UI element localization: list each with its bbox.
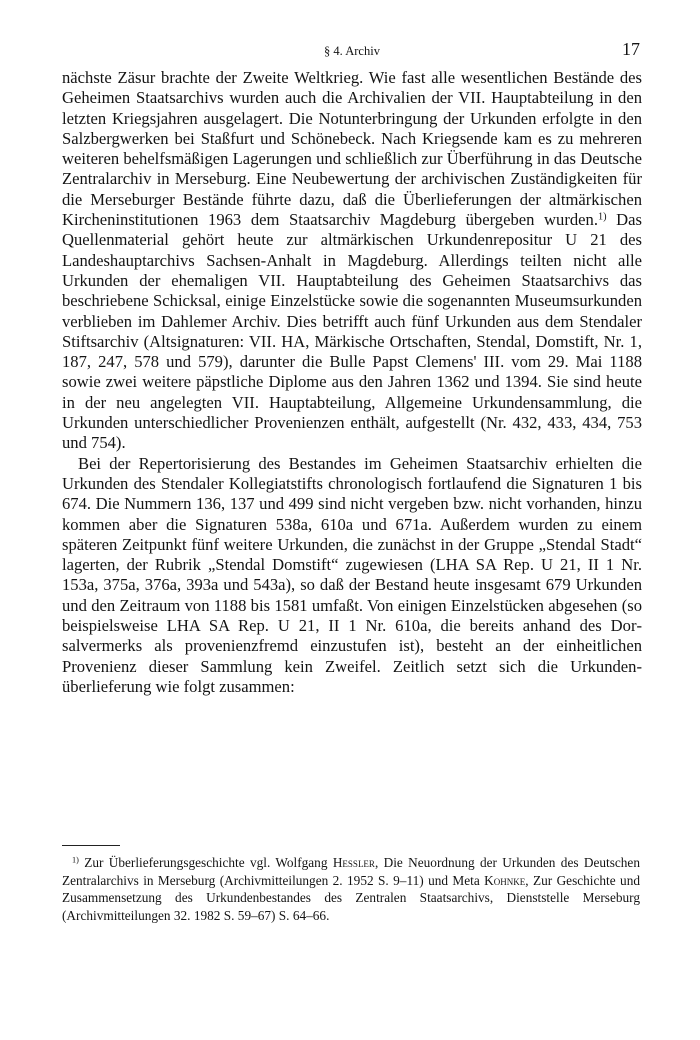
- footnote-1: [62, 854, 640, 925]
- paragraph-1-part-a: nächste Zäsur brachte der Zweite Weltkrieg. Wie fast alle wesentlichen Bestände des Geheimen Staatsarchivs wurden auch die Archivalien der VII. Hauptabteilung in den letzten Kriegsjahren ausgelagert. Die Notunterbringung der Urkunden erfolgte in den Salzbergwerken bei Staßfurt und Schönebeck. Nach Kriegsende kam es zu mehreren weiteren behelfsmäßigen Lagerungen und schließlich zur Überführung in das Deutsche Zentralarchiv in Merseburg. Eine Neubewertung der archivischen Zuständigkeiten für die Merseburger Bestände führte dazu, daß die Überlieferungen der altmärkischen Kircheninstitutionen 1963 dem Staatsarchiv Magdeburg übergeben wurden.: [62, 68, 642, 230]
- footnotes: [62, 854, 640, 925]
- footnote-text-3: , Zur Geschichte und Zusammensetzung des Urkundenbestandes des Zentralen Staatsarchivs, Dienststelle Merseburg (Archivmitteilungen 32. 1982 S. 59–67) S. 64–66.: [62, 872, 640, 924]
- footnote-marker: 1): [72, 855, 79, 865]
- body-text: [62, 68, 642, 697]
- page: [62, 38, 642, 697]
- paragraph-1: [62, 68, 642, 454]
- footnote-text-2: , Die Neuordnung der Urkunden des Deutschen Zentralarchivs in Merseburg (Archivmitteilungen 2. 1952 S. 9–11) und Meta: [62, 855, 640, 888]
- footnote-author-kohnke: Kohnke: [484, 872, 526, 888]
- section-title: § 4. Archiv: [324, 44, 380, 58]
- paragraph-2: Bei der Repertorisierung des Bestandes im Geheimen Staatsarchiv erhielten die Urkunden des Stendaler Kollegiatstifts chronologisch fortlaufend die Signaturen 1 bis 674. Die Nummern 136, 137 und 499 sind nicht vergeben bzw. nicht vorhanden, hinzu kommen aber die Signaturen 538a, 610a und 671a. Außerdem wurden zu einem späteren Zeitpunkt fünf weitere Urkunden, die zunächst in der Gruppe „Stendal Stadt“ lagerten, der Rubrik „Stendal Domstift“ zugewiesen (LHA SA Rep. U 21, II 1 Nr. 153a, 375a, 376a, 393a und 543a), so daß der Bestand heute insgesamt 679 Urkunden und den Zeitraum von 1188 bis 1581 umfaßt. Von einigen Einzelstücken abgesehen (so beispielsweise LHA SA Rep. U 21, II 1 Nr. 610a, die bereits anhand des Dorsalvermerks als provenienzfremd einzustufen ist), besteht an der einheitlichen Provenienz dieser Sammlung kein Zweifel. Zeitlich setzt sich die Urkundenüberlieferung wie folgt zusammen:: [62, 453, 642, 696]
- footnote-rule: [62, 845, 120, 846]
- footnote-author-hessler: Hessler: [332, 855, 375, 870]
- running-head: [62, 38, 642, 68]
- paragraph-1-part-b: Das Quellenmaterial gehört heute zur altmärkischen Urkundenrepositur U 21 des Landeshauptarchivs Sachsen-Anhalt in Magdeburg. Allerdings teilten nicht alle Urkunden der ehemaligen VII. Hauptabteilung des Geheimen Staatsarchivs das beschriebene Schicksal, einige Einzelstücke sowie die sogenannten Museumsurkunden verblieben im Dahlemer Archiv. Dies betrifft auch fünf Urkunden aus dem Stendaler Stiftsarchiv (Altsignaturen: VII. HA, Märkische Ortschaften, Stendal, Domstift, Nr. 1, 187, 247, 578 und 579), darunter die Bulle Papst Clemens' III. vom 29. Mai 1188 sowie zwei weitere päpstliche Diplome aus den Jahren 1362 und 1394. Sie sind heute in der neu angelegten VII. Hauptabteilung, Allgemeine Urkundensammlung, die Urkunden unterschiedlicher Provenienzen enthält, aufgestellt (Nr. 432, 433, 434, 753 und 754).: [62, 210, 642, 453]
- page-number: 17: [622, 39, 640, 59]
- footnote-reference[interactable]: 1): [597, 211, 607, 223]
- footnote-text-1: Zur Überlieferungsgeschichte vgl. Wolfgang: [84, 855, 333, 870]
